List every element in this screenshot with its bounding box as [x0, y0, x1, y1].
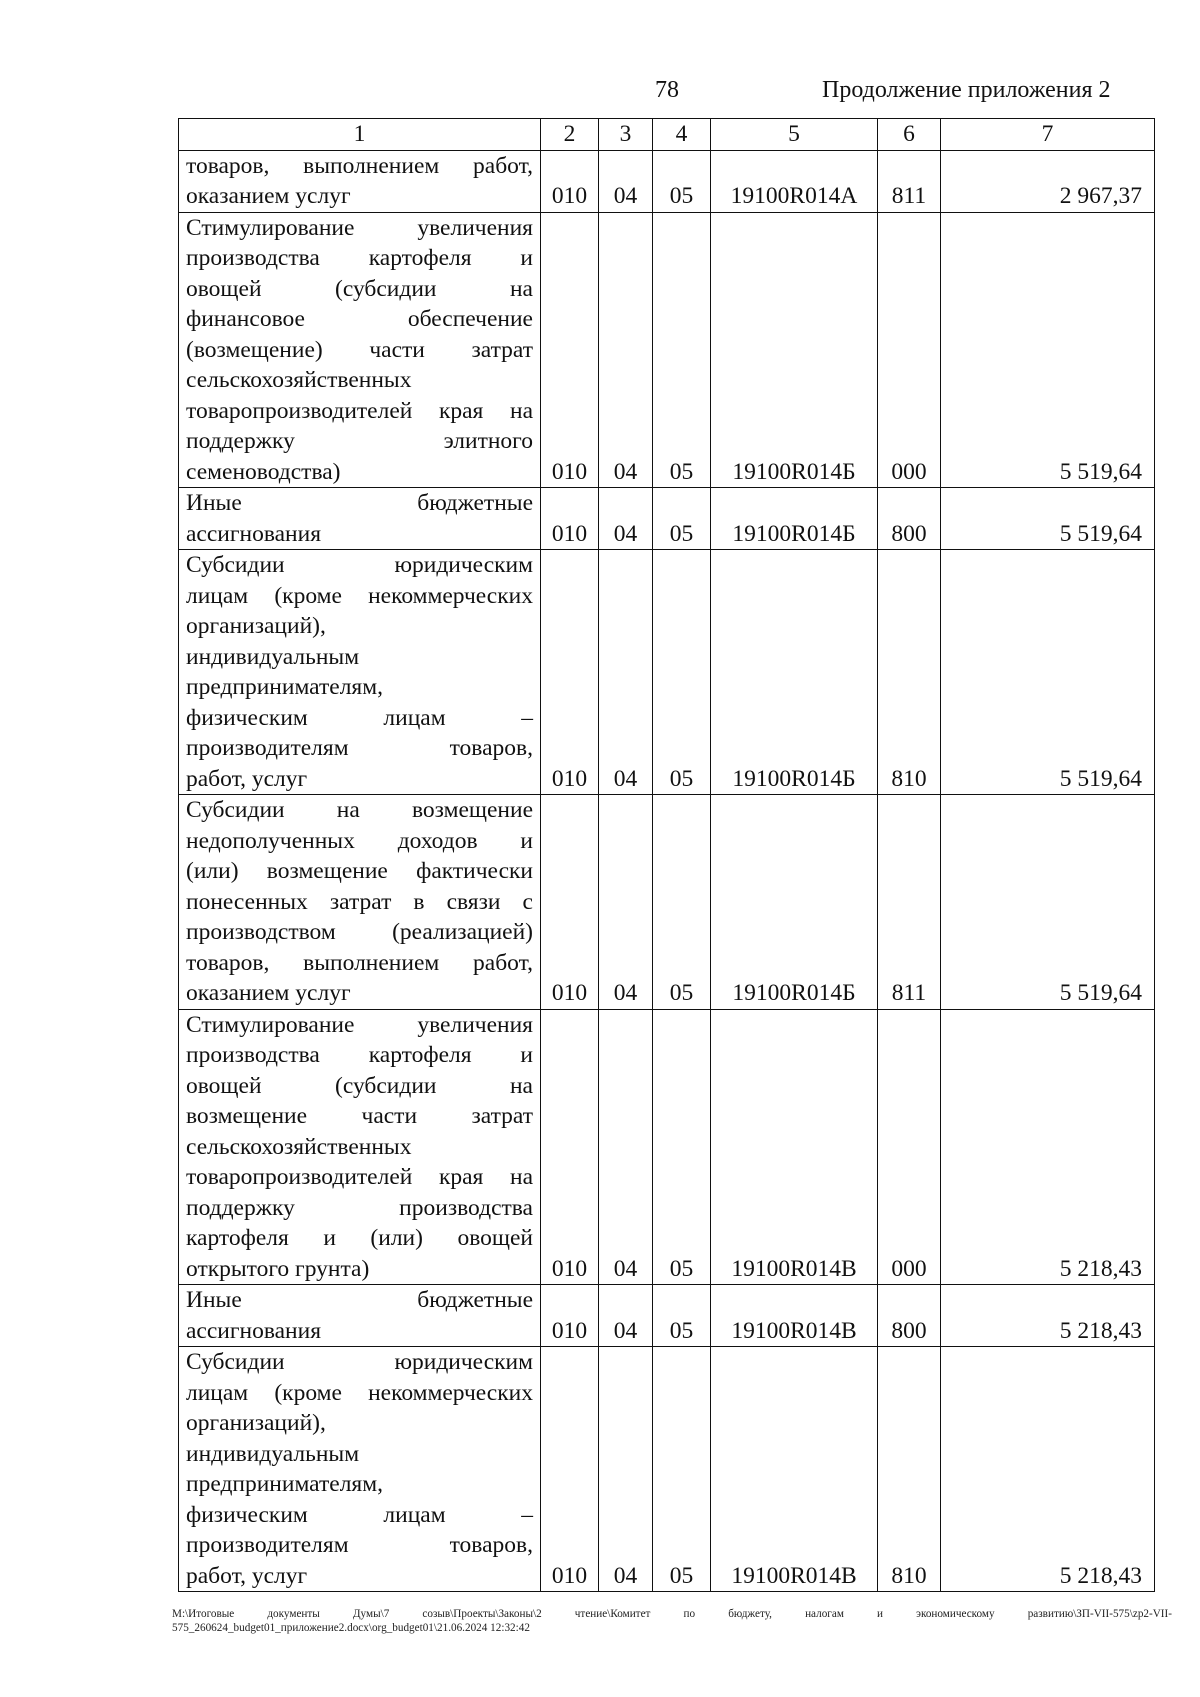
description-line: предпринимателям, [186, 674, 383, 700]
cell-expense-type: 000 [878, 1009, 941, 1285]
description-line: товаропроизводителей края на [186, 397, 533, 424]
cell-amount: 5 519,64 [941, 212, 1155, 488]
column-header-2: 2 [541, 119, 599, 151]
cell-col4: 05 [653, 795, 711, 1010]
description-line: картофеля и (или) овощей [186, 1225, 533, 1251]
description-line: сельскохозяйственных [186, 367, 412, 393]
cell-col4: 05 [653, 1347, 711, 1592]
cell-col4: 05 [653, 212, 711, 488]
cell-expense-type: 811 [878, 795, 941, 1010]
cell-target-code: 19100R014А [711, 150, 878, 212]
description-line: Стимулирование увеличения [186, 1011, 533, 1038]
row-description [179, 795, 541, 1010]
description-line: оказанием услуг [186, 980, 351, 1006]
description-line: работ, услуг [186, 1562, 308, 1589]
description-line: производства картофеля и [186, 1042, 533, 1068]
cell-col3: 04 [599, 488, 653, 550]
description-line: физическим лицам – [186, 704, 533, 731]
table-row [179, 1285, 1155, 1347]
cell-col2: 010 [541, 488, 599, 550]
cell-amount: 5 218,43 [941, 1347, 1155, 1592]
description-line: сельскохозяйственных [186, 1133, 412, 1160]
budget-table [178, 118, 1155, 1592]
continuation-label: Продолжение приложения 2 [822, 77, 1111, 103]
description-line: индивидуальным [186, 643, 360, 670]
description-line: Субсидии юридическим [186, 1349, 533, 1375]
cell-col3: 04 [599, 1009, 653, 1285]
cell-col2: 010 [541, 150, 599, 212]
description-line: предпринимателям, [186, 1471, 383, 1497]
cell-expense-type: 810 [878, 550, 941, 795]
description-line: овощей (субсидии на [186, 275, 533, 302]
description-line: физическим лицам – [186, 1501, 533, 1528]
cell-target-code: 19100R014В [711, 1285, 878, 1347]
cell-col2: 010 [541, 1009, 599, 1285]
description-line: овощей (субсидии на [186, 1072, 533, 1099]
description-line: производством (реализацией) [186, 919, 533, 945]
description-line: товаров, выполнением работ, [186, 949, 533, 976]
cell-col2: 010 [541, 212, 599, 488]
cell-target-code: 19100R014В [711, 1009, 878, 1285]
row-description [179, 150, 541, 212]
cell-expense-type: 800 [878, 488, 941, 550]
cell-target-code: 19100R014Б [711, 550, 878, 795]
description-line: поддержку производства [186, 1194, 533, 1221]
description-line: открытого грунта) [186, 1255, 370, 1282]
cell-col2: 010 [541, 795, 599, 1010]
description-line: работ, услуг [186, 765, 308, 792]
cell-col4: 05 [653, 1009, 711, 1285]
description-line: ассигнования [186, 520, 322, 547]
cell-col3: 04 [599, 795, 653, 1010]
cell-amount: 2 967,37 [941, 150, 1155, 212]
row-description [179, 1285, 541, 1347]
description-line: понесенных затрат в связи с [186, 888, 533, 915]
table-row [179, 1347, 1155, 1592]
footer-file-path: M:\Итоговые документы Думы\7 созыв\Проекты\Законы\2 чтение\Комитет по бюджету, налогам и экономическому развитию\ЗП-VII-575\zp2-VII-575_260624_budget01_приложение2.docx\org_budget01\21.06.2024 12:32:42 [172, 1608, 1172, 1634]
column-header-5: 5 [711, 119, 878, 151]
description-line: Иные бюджетные [186, 490, 533, 516]
row-description [179, 1347, 541, 1592]
description-line: организаций), [186, 1410, 326, 1436]
cell-col4: 05 [653, 1285, 711, 1347]
table-body [179, 150, 1155, 1592]
description-line: лицам (кроме некоммерческих [186, 1379, 533, 1406]
column-header-1: 1 [179, 119, 541, 151]
description-line: товаров, выполнением работ, [186, 152, 533, 179]
cell-target-code: 19100R014Б [711, 795, 878, 1010]
column-header-4: 4 [653, 119, 711, 151]
cell-amount: 5 519,64 [941, 795, 1155, 1010]
cell-col4: 05 [653, 550, 711, 795]
cell-col3: 04 [599, 550, 653, 795]
description-line: производителям товаров, [186, 1532, 533, 1558]
description-line: недополученных доходов и [186, 827, 533, 854]
cell-expense-type: 811 [878, 150, 941, 212]
cell-col4: 05 [653, 150, 711, 212]
cell-target-code: 19100R014Б [711, 488, 878, 550]
cell-expense-type: 810 [878, 1347, 941, 1592]
row-description [179, 488, 541, 550]
description-line: Иные бюджетные [186, 1287, 533, 1313]
column-header-6: 6 [878, 119, 941, 151]
table-row [179, 488, 1155, 550]
cell-col2: 010 [541, 1347, 599, 1592]
cell-amount: 5 519,64 [941, 550, 1155, 795]
page-number: 78 [655, 77, 679, 103]
table-row [179, 150, 1155, 212]
column-header-7: 7 [941, 119, 1155, 151]
column-header-3: 3 [599, 119, 653, 151]
description-line: оказанием услуг [186, 183, 351, 209]
description-line: организаций), [186, 613, 326, 639]
cell-col3: 04 [599, 150, 653, 212]
description-line: производства картофеля и [186, 245, 533, 271]
row-description [179, 550, 541, 795]
description-line: (возмещение) части затрат [186, 336, 533, 363]
row-description [179, 1009, 541, 1285]
description-line: индивидуальным [186, 1440, 360, 1467]
table-row [179, 212, 1155, 488]
table-row [179, 1009, 1155, 1285]
description-line: финансовое обеспечение [186, 306, 533, 332]
cell-col3: 04 [599, 212, 653, 488]
description-line: товаропроизводителей края на [186, 1164, 533, 1190]
cell-col3: 04 [599, 1285, 653, 1347]
cell-amount: 5 218,43 [941, 1009, 1155, 1285]
row-description [179, 212, 541, 488]
description-line: ассигнования [186, 1317, 322, 1344]
table-row [179, 795, 1155, 1010]
cell-col3: 04 [599, 1347, 653, 1592]
table-row [179, 550, 1155, 795]
description-line: семеноводства) [186, 458, 341, 485]
description-line: (или) возмещение фактически [186, 858, 533, 884]
cell-col2: 010 [541, 1285, 599, 1347]
cell-expense-type: 800 [878, 1285, 941, 1347]
header-row [179, 119, 1155, 151]
cell-amount: 5 218,43 [941, 1285, 1155, 1347]
cell-col2: 010 [541, 550, 599, 795]
cell-amount: 5 519,64 [941, 488, 1155, 550]
description-line: поддержку элитного [186, 428, 533, 454]
cell-target-code: 19100R014Б [711, 212, 878, 488]
description-line: Стимулирование увеличения [186, 214, 533, 241]
description-line: Субсидии на возмещение [186, 797, 533, 823]
cell-col4: 05 [653, 488, 711, 550]
description-line: производителям товаров, [186, 735, 533, 761]
cell-target-code: 19100R014В [711, 1347, 878, 1592]
table-header [179, 119, 1155, 151]
description-line: возмещение части затрат [186, 1103, 533, 1129]
description-line: лицам (кроме некоммерческих [186, 582, 533, 609]
cell-expense-type: 000 [878, 212, 941, 488]
description-line: Субсидии юридическим [186, 552, 533, 578]
